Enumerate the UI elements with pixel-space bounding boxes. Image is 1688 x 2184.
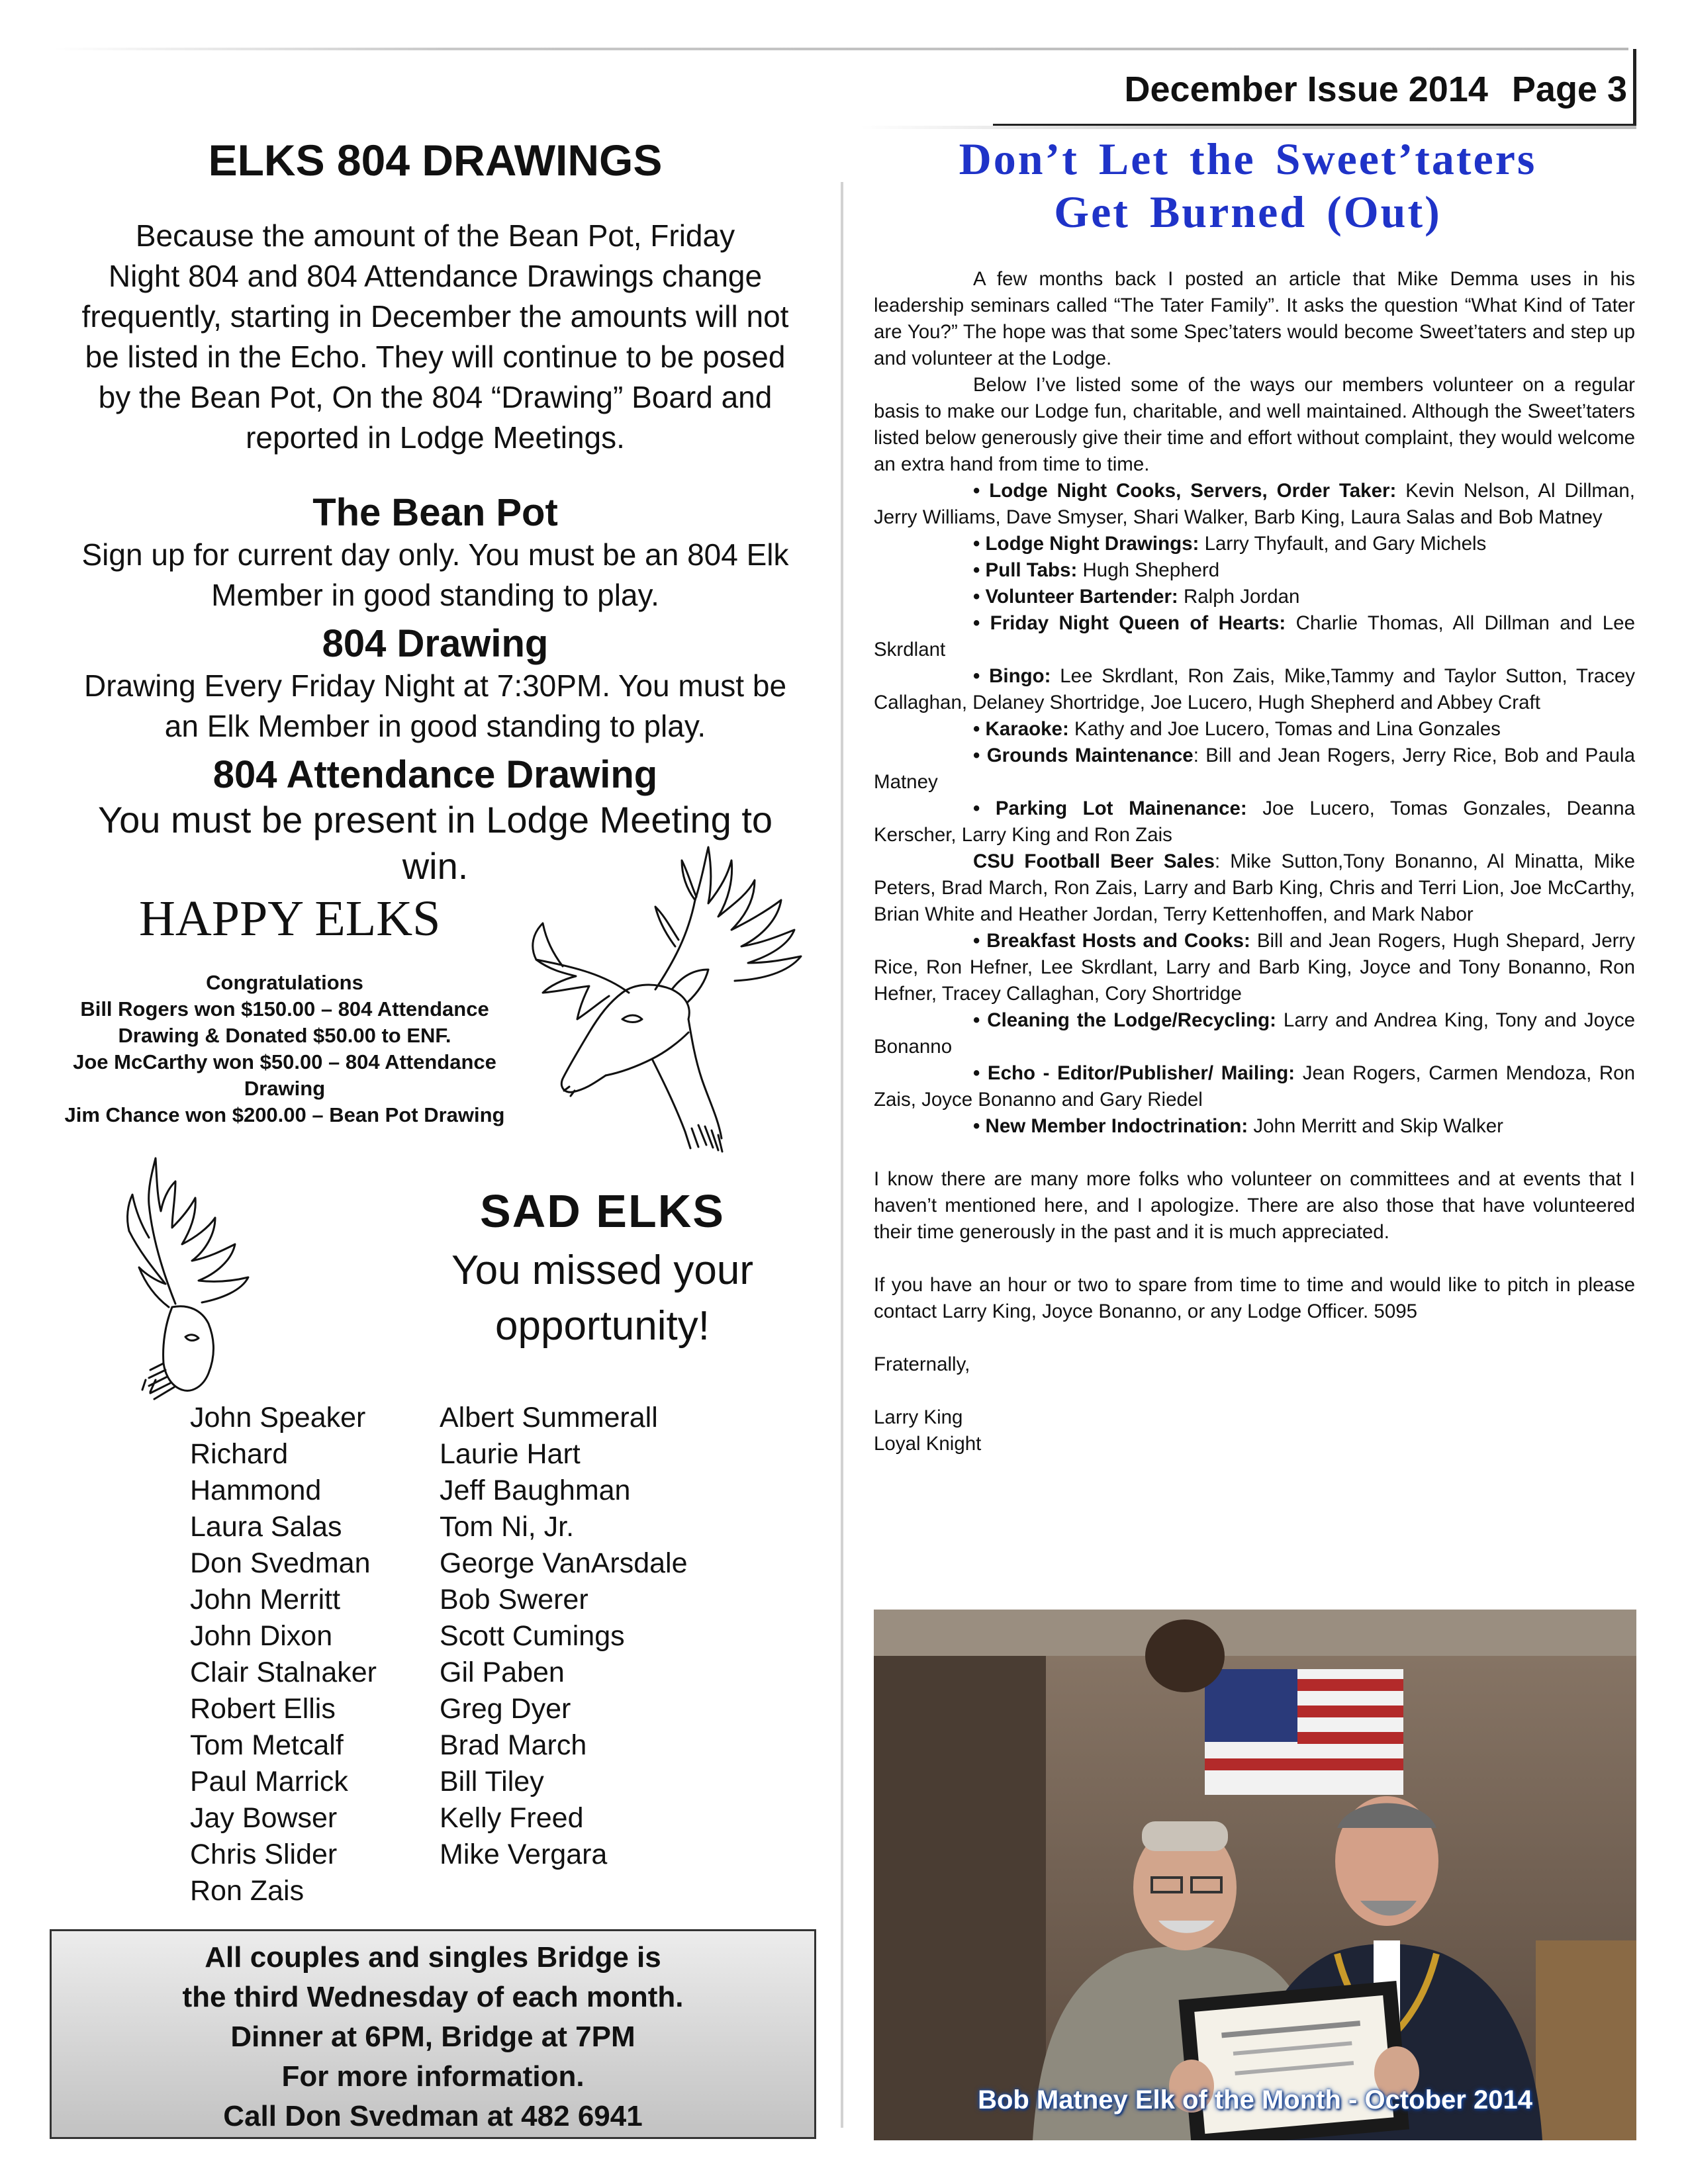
volunteer-item [874, 1007, 1635, 1060]
name-item: Don Svedman [190, 1547, 371, 1579]
name-item: Albert Summerall [440, 1402, 658, 1433]
intro-line: be listed in the Echo. They will continue to be posed [85, 340, 786, 374]
volunteer-names: Kevin Nelson, Al Dillman, Jerry Williams, Dave Smyser, Shari Walker, Barb King, Laura Salas and Bob Matney [874, 480, 1635, 528]
name-item: Scott Cumings [440, 1620, 625, 1652]
bean-pot-title: The Bean Pot [312, 491, 558, 534]
name-item: Richard [190, 1438, 289, 1470]
volunteer-names: Joe Lucero, Tomas Gonzales, Deanna Kerscher, Larry King and Ron Zais [874, 797, 1635, 846]
volunteer-item [874, 663, 1635, 716]
name-item: Greg Dyer [440, 1693, 571, 1725]
drawing-804-line: Drawing Every Friday Night at 7:30PM. You must be [83, 668, 787, 703]
volunteer-list [874, 478, 1635, 1140]
volunteer-role: • Grounds Maintenance [973, 745, 1194, 766]
volunteer-role: • Cleaning the Lodge/Recycling: [973, 1009, 1276, 1031]
bean-pot-line: Sign up for current day only. You must be an 804 Elk [81, 537, 789, 572]
bridge-line: Call Don Svedman at 482 6941 [223, 2100, 643, 2132]
name-item: John Merritt [190, 1584, 341, 1615]
volunteer-role: • Karaoke: [973, 718, 1069, 740]
elk-of-month-photo [874, 1610, 1636, 2140]
name-item: Jay Bowser [190, 1802, 338, 1834]
volunteer-item [874, 716, 1635, 743]
signature-title: Loyal Knight [874, 1433, 982, 1455]
name-item: Clair Stalnaker [190, 1657, 377, 1688]
article-paragraph: I know there are many more folks who volunteer on committees and at events that I haven’t mentioned here, and I apologize. There are also those that have volunteered their time generously in the past and it is much appreciated. [874, 1168, 1635, 1243]
name-item: Hammond [190, 1475, 322, 1506]
article-title-line: Don’t Let the Sweet’taters [959, 134, 1537, 184]
volunteer-role: • Volunteer Bartender: [973, 586, 1178, 608]
bridge-line: Dinner at 6PM, Bridge at 7PM [230, 2021, 635, 2053]
bridge-line: the third Wednesday of each month. [182, 1981, 684, 2013]
column-divider [841, 182, 843, 2128]
name-item: Ron Zais [190, 1875, 305, 1907]
bridge-line: All couples and singles Bridge is [205, 1941, 661, 1974]
attendance-line: win. [402, 845, 469, 887]
volunteer-item [874, 743, 1635, 796]
volunteer-names: Larry and Andrea King, Tony and Joyce Bonanno [874, 1009, 1635, 1058]
name-item: John Speaker [190, 1402, 366, 1433]
volunteer-names: Bill and Jean Rogers, Hugh Shepard, Jerry Rice, Ron Hefner, Lee Skrdlant, Larry and Barb King, Joyce and Tony Bonanno, Ron Hefner, Tracey Callaghan, Cory Shortridge [874, 930, 1635, 1005]
bridge-notice-box [50, 1929, 816, 2139]
article-body [874, 266, 1635, 1457]
issue-label: December Issue 2014 [1124, 69, 1488, 109]
photo-caption: Bob Matney Elk of the Month - October 2014 [978, 2085, 1532, 2115]
name-item: Bill Tiley [440, 1766, 544, 1797]
volunteer-names: : Mike Sutton,Tony Bonanno, Al Minatta, Mike Peters, Brad March, Ron Zais, Larry and Barb King, Chris and Terri Lion, Joe McCarthy, Brian White and Heather Jordan, Terry Kettenhoffen, and Mark Nabor [874, 850, 1635, 925]
intro-line: frequently, starting in December the amounts will not [81, 299, 789, 334]
sad-elks-subtitle [410, 1243, 794, 1354]
name-item: John Dixon [190, 1620, 333, 1652]
subtitle-line: opportunity! [495, 1303, 710, 1349]
volunteer-names: : Bill and Jean Rogers, Jerry Rice, Bob and Paula Matney [874, 745, 1635, 793]
article-paragraph: If you have an hour or two to spare from time to time and would like to pitch in please contact Larry King, Joyce Bonanno, or any Lodge Officer. 5095 [874, 1274, 1635, 1322]
volunteer-role: • Echo - Editor/Publisher/ Mailing: [973, 1062, 1295, 1084]
volunteer-names: Larry Thyfault, and Gary Michels [1199, 533, 1487, 555]
volunteer-role: • Friday Night Queen of Hearts: [973, 612, 1286, 634]
attendance-title: 804 Attendance Drawing [212, 753, 658, 796]
sad-elks-title: SAD ELKS [480, 1185, 725, 1237]
missed-names-column-2 [440, 1400, 688, 1873]
photo-illustration [874, 1610, 1636, 2140]
name-item: Laura Salas [190, 1511, 342, 1543]
volunteer-role: • Pull Tabs: [973, 559, 1078, 581]
attendance-line: You must be present in Lodge Meeting to [97, 799, 773, 841]
sad-elks-section [410, 1185, 794, 1354]
congrats-line: Drawing [244, 1077, 326, 1100]
volunteer-item [874, 1060, 1635, 1113]
congratulations-list [53, 970, 516, 1128]
name-item: Robert Ellis [190, 1693, 336, 1725]
name-item: Jeff Baughman [440, 1475, 631, 1506]
name-item: Paul Marrick [190, 1766, 348, 1797]
volunteer-role: CSU Football Beer Sales [973, 850, 1215, 872]
elk-head-illustration-sad [116, 1152, 314, 1403]
drawing-804-title: 804 Drawing [322, 622, 549, 665]
article-paragraph: Below I’ve listed some of the ways our members volunteer on a regular basis to make our Lodge fun, charitable, and well maintained. Although the Sweet’taters listed below generously give their time and effort without complaint, they would welcome an extra hand from time to time. [874, 374, 1635, 475]
volunteer-names: Ralph Jordan [1178, 586, 1300, 608]
volunteer-names: Jean Rogers, Carmen Mendoza, Ron Zais, Joyce Bonanno and Gary Riedel [874, 1062, 1635, 1111]
signature-name: Larry King [874, 1406, 963, 1428]
name-item: Brad March [440, 1729, 587, 1761]
name-item: Tom Metcalf [190, 1729, 344, 1761]
page-header [1125, 69, 1627, 110]
drawings-title: ELKS 804 DRAWINGS [208, 136, 663, 185]
closing: Fraternally, [874, 1353, 970, 1375]
intro-line: Night 804 and 804 Attendance Drawings change [108, 259, 763, 293]
congrats-line: Bill Rogers won $150.00 – 804 Attendance [80, 997, 489, 1021]
volunteer-names: Hugh Shepherd [1077, 559, 1220, 581]
volunteer-names: Kathy and Joe Lucero, Tomas and Lina Gonzales [1068, 718, 1501, 740]
volunteer-names: Lee Skrdlant, Ron Zais, Mike,Tammy and Taylor Sutton, Tracey Callaghan, Delaney Shortridge, Joe Lucero, Hugh Shepherd and Abbey Craft [874, 665, 1635, 713]
volunteer-item [874, 796, 1635, 848]
bridge-line: For more information. [281, 2060, 585, 2093]
volunteer-item [874, 848, 1635, 928]
congrats-line: Congratulations [206, 971, 363, 994]
volunteer-role: • Breakfast Hosts and Cooks: [973, 930, 1250, 952]
bean-pot-line: Member in good standing to play. [211, 578, 659, 612]
volunteer-item [874, 531, 1635, 557]
volunteer-item [874, 478, 1635, 531]
name-item: George VanArsdale [440, 1547, 688, 1579]
congrats-line: Jim Chance won $200.00 – Bean Pot Drawing [64, 1103, 505, 1126]
volunteer-role: • Lodge Night Drawings: [973, 533, 1199, 555]
happy-elks-title: HAPPY ELKS [139, 891, 441, 946]
drawings-section [50, 132, 821, 889]
name-item: Mike Vergara [440, 1839, 608, 1870]
article-title-line: Get Burned (Out) [1054, 187, 1442, 237]
article-paragraph: A few months back I posted an article that Mike Demma uses in his leadership seminars called “The Tater Family”. It asks the question “What Kind of Tater are You?” The hope was that some Spec’taters would become Sweet’taters and step up and volunteer at the Lodge. [874, 268, 1635, 369]
intro-line: reported in Lodge Meetings. [246, 420, 625, 455]
volunteer-item [874, 584, 1635, 610]
volunteer-role: • Bingo: [973, 665, 1051, 687]
header-rule [861, 126, 1636, 129]
congrats-line: Drawing & Donated $50.00 to ENF. [118, 1024, 451, 1047]
volunteer-item [874, 1113, 1635, 1140]
volunteer-names: Charlie Thomas, All Dillman and Lee Skrdlant [874, 612, 1635, 660]
article-title [861, 132, 1635, 238]
subtitle-line: You missed your [451, 1248, 754, 1293]
drawings-intro [50, 216, 821, 458]
volunteer-item [874, 557, 1635, 584]
elk-head-illustration-happy [523, 841, 841, 1171]
intro-line: by the Bean Pot, On the 804 “Drawing” Board and [98, 380, 773, 414]
volunteer-role: • New Member Indoctrination: [973, 1115, 1248, 1137]
name-item: Chris Slider [190, 1839, 338, 1870]
drawing-804-line: an Elk Member in good standing to play. [164, 709, 706, 743]
volunteer-names: John Merritt and Skip Walker [1248, 1115, 1503, 1137]
volunteer-role: • Lodge Night Cooks, Servers, Order Taker: [973, 480, 1397, 502]
name-item: Tom Ni, Jr. [440, 1511, 575, 1543]
volunteer-item [874, 610, 1635, 663]
volunteer-role: • Parking Lot Mainenance: [973, 797, 1247, 819]
congrats-line: Joe McCarthy won $50.00 – 804 Attendance [73, 1050, 496, 1073]
intro-line: Because the amount of the Bean Pot, Friday [135, 218, 735, 253]
name-item: Kelly Freed [440, 1802, 584, 1834]
name-item: Laurie Hart [440, 1438, 581, 1470]
volunteer-item [874, 928, 1635, 1007]
name-item: Bob Swerer [440, 1584, 588, 1615]
name-item: Gil Paben [440, 1657, 565, 1688]
page-number: Page 3 [1511, 69, 1627, 109]
missed-names-column-1 [190, 1400, 377, 1909]
